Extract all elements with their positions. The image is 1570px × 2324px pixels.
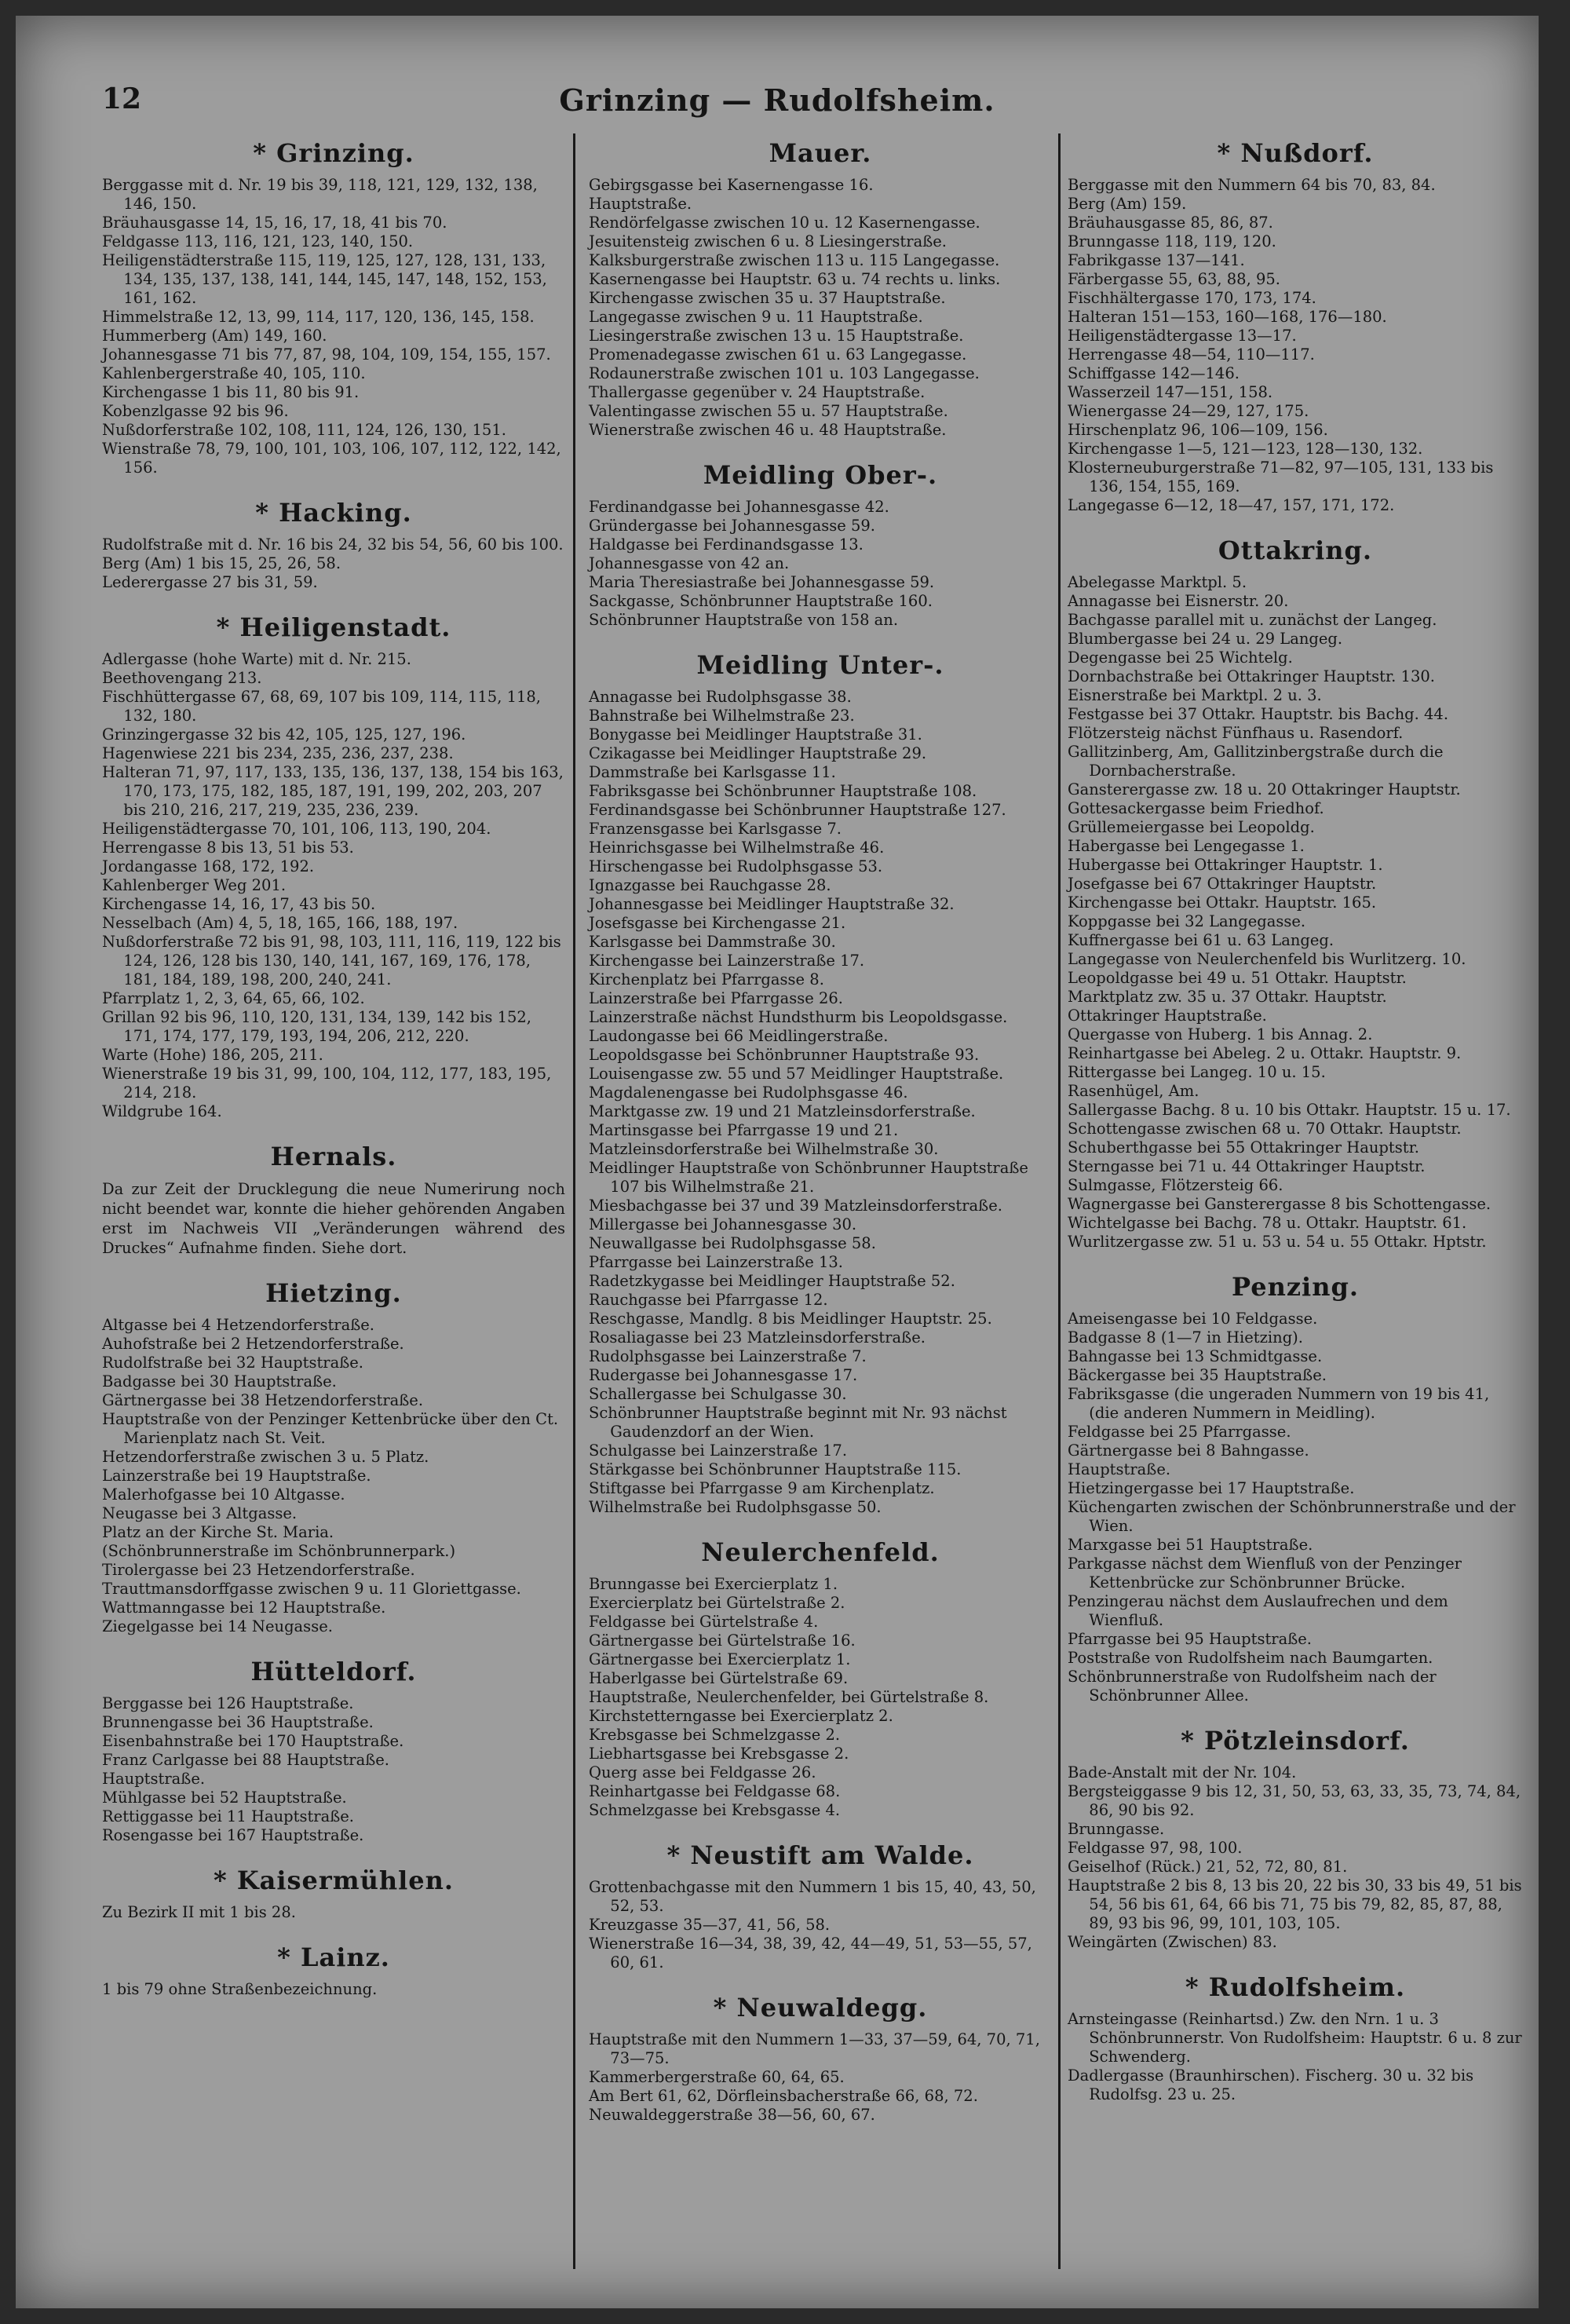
street-entry: Brunngasse 118, 119, 120. — [1068, 232, 1276, 250]
street-entry: Kammerbergerstraße 60, 64, 65. — [589, 2068, 845, 2086]
street-entry: Langegasse von Neulerchenfeld bis Wurlitzerg. 10. — [1068, 950, 1466, 968]
street-entry: Schönbrunner Hauptstraße beginnt mit Nr. 93 nächst Gaudenzdorf an der Wien. — [589, 1404, 1007, 1441]
street-entry: Hummerberg (Am) 149, 160. — [102, 327, 327, 345]
street-entry: Reschgasse, Mandlg. 8 bis Meidlinger Hauptstr. 25. — [589, 1310, 992, 1328]
section-title: Meidling Ober-. — [703, 460, 938, 490]
street-entry: Am Bert 61, 62, Dörfleinsbacherstraße 66, 68, 72. — [589, 2087, 978, 2105]
street-entry: Jesuitensteig zwischen 6 u. 8 Liesingerstraße. — [589, 232, 947, 250]
street-entry: Haldgasse bei Ferdinandsgasse 13. — [589, 535, 864, 554]
section-title: * Hacking. — [255, 498, 412, 528]
section-title: Mauer. — [769, 138, 872, 168]
page-number: 12 — [102, 82, 142, 115]
street-entry: Kobenzlgasse 92 bis 96. — [102, 402, 289, 420]
section-title: * Pötzleinsdorf. — [1181, 1726, 1410, 1756]
section-pötzleinsdorf — [1068, 1726, 1523, 1952]
street-entry: (Schönbrunnerstraße im Schönbrunnerpark.) — [102, 1542, 456, 1560]
section-title: * Heiligenstadt. — [216, 612, 451, 642]
street-entry: Halteran 71, 97, 117, 133, 135, 136, 137, 138, 154 bis 163, 170, 173, 175, 182, 185, 187, 191, 199, 202, 203, 207 bis 210, 216, 217, 219, 235, 236, 239. — [102, 763, 564, 819]
street-entry: Schuberthgasse bei 55 Ottakringer Hauptstr. — [1068, 1138, 1419, 1157]
street-entry: Dammstraße bei Karlsgasse 11. — [589, 763, 836, 781]
street-entry: Koppgasse bei 32 Langegasse. — [1068, 912, 1306, 930]
street-entry: Berggasse mit d. Nr. 19 bis 39, 118, 121, 129, 132, 138, 146, 150. — [102, 176, 538, 213]
column-3 — [1068, 133, 1523, 2125]
street-entry: Rosengasse bei 167 Hauptstraße. — [102, 1826, 364, 1844]
street-entry: Heiligenstädtergasse 13—17. — [1068, 327, 1297, 345]
street-entry: Färbergasse 55, 63, 88, 95. — [1068, 270, 1281, 288]
street-entry: Rittergasse bei Langeg. 10 u. 15. — [1068, 1063, 1326, 1081]
section-neulerchenfeld — [589, 1537, 1052, 1820]
street-entry: Czikagasse bei Meidlinger Hauptstraße 29. — [589, 744, 927, 762]
street-entry: Rudergasse bei Johannesgasse 17. — [589, 1366, 858, 1384]
street-entry: Wilhelmstraße bei Rudolphsgasse 50. — [589, 1498, 882, 1516]
street-entry: Magdalenengasse bei Rudolphsgasse 46. — [589, 1083, 908, 1102]
street-entry: Küchengarten zwischen der Schönbrunnerstraße und der Wien. — [1068, 1498, 1516, 1535]
street-entry: Wienerstraße 19 bis 31, 99, 100, 104, 112, 177, 183, 195, 214, 218. — [102, 1065, 552, 1102]
street-entry: Penzingerau nächst dem Auslaufrechen und dem Wienfluß. — [1068, 1592, 1448, 1629]
column-rule — [573, 133, 575, 2269]
street-entry: Wienerstraße 16—34, 38, 39, 42, 44—49, 51, 53—55, 57, 60, 61. — [589, 1935, 1032, 1971]
street-entry: Stiftgasse bei Pfarrgasse 9 am Kirchenplatz. — [589, 1479, 935, 1497]
street-entry: Gärtnergasse bei Gürtelstraße 16. — [589, 1632, 856, 1650]
street-entry: Hauptstraße, Neulerchenfelder, bei Gürtelstraße 8. — [589, 1688, 989, 1706]
street-entry: Jordangasse 168, 172, 192. — [102, 857, 315, 875]
street-entry: Langegasse zwischen 9 u. 11 Hauptstraße. — [589, 308, 923, 326]
street-entry: Wurlitzergasse zw. 51 u. 53 u. 54 u. 55 Ottakr. Hptstr. — [1068, 1233, 1487, 1251]
street-entry: Lainzerstraße bei Pfarrgasse 26. — [589, 989, 843, 1007]
section-title: * Kaisermühlen. — [213, 1865, 455, 1895]
street-entry: Auhofstraße bei 2 Hetzendorferstraße. — [102, 1335, 404, 1353]
street-entry: Badgasse bei 30 Hauptstraße. — [102, 1372, 337, 1390]
street-entry: Berg (Am) 159. — [1068, 195, 1187, 213]
street-entry: Wienerstraße zwischen 46 u. 48 Hauptstraße. — [589, 421, 947, 439]
street-entry: Habergasse bei Lengegasse 1. — [1068, 837, 1305, 855]
street-entry: Halteran 151—153, 160—168, 176—180. — [1068, 308, 1387, 326]
street-entry: Nesselbach (Am) 4, 5, 18, 165, 166, 188, 197. — [102, 914, 458, 932]
street-entry: Adlergasse (hohe Warte) mit d. Nr. 215. — [102, 650, 411, 668]
street-entry: Annagasse bei Rudolphsgasse 38. — [589, 688, 852, 706]
street-entry: Parkgasse nächst dem Wienfluß von der Penzinger Kettenbrücke zur Schönbrunner Brücke. — [1068, 1555, 1462, 1591]
section-title: Ottakring. — [1218, 535, 1373, 565]
street-entry: Kuffnergasse bei 61 u. 63 Langeg. — [1068, 931, 1334, 949]
street-entry: Gansterergasse zw. 18 u. 20 Ottakringer Hauptstr. — [1068, 780, 1461, 798]
street-entry: Ferdinandsgasse bei Schönbrunner Hauptstraße 127. — [589, 801, 1006, 819]
street-entry: Quergasse von Huberg. 1 bis Annag. 2. — [1068, 1025, 1373, 1043]
street-entry: Fabrikgasse 137—141. — [1068, 251, 1245, 269]
street-entry: Heiligenstädterstraße 115, 119, 125, 127, 128, 131, 133, 134, 135, 137, 138, 141, 144, 145, 147, 148, 152, 153, 161, 162. — [102, 251, 547, 307]
street-entry: Ferdinandgasse bei Johannesgasse 42. — [589, 498, 889, 516]
street-entry: Platz an der Kirche St. Maria. — [102, 1523, 334, 1541]
street-entry: Sterngasse bei 71 u. 44 Ottakringer Hauptstr. — [1068, 1157, 1426, 1175]
street-entry: Berggasse bei 126 Hauptstraße. — [102, 1694, 354, 1712]
street-entry: Wasserzeil 147—151, 158. — [1068, 383, 1273, 401]
street-entry: Bahngasse bei 13 Schmidtgasse. — [1068, 1347, 1323, 1365]
street-entry: Himmelstraße 12, 13, 99, 114, 117, 120, 136, 145, 158. — [102, 308, 535, 326]
street-entry: Wattmanngasse bei 12 Hauptstraße. — [102, 1599, 386, 1617]
street-entry: Hetzendorferstraße zwischen 3 u. 5 Platz. — [102, 1448, 429, 1466]
street-entry: Pfarrgasse bei 95 Hauptstraße. — [1068, 1630, 1313, 1648]
street-entry: Rudolphsgasse bei Lainzerstraße 7. — [589, 1347, 867, 1365]
street-entry: Gebirgsgasse bei Kasernengasse 16. — [589, 176, 874, 194]
street-entry: Abelegasse Marktpl. 5. — [1068, 573, 1247, 591]
street-entry: Schottengasse zwischen 68 u. 70 Ottakr. Hauptstr. — [1068, 1120, 1462, 1138]
street-entry: Franzensgasse bei Karlsgasse 7. — [589, 820, 842, 838]
street-entry: Weingärten (Zwischen) 83. — [1068, 1933, 1277, 1951]
street-entry: Ziegelgasse bei 14 Neugasse. — [102, 1617, 333, 1635]
street-entry: Sulmgasse, Flötzersteig 66. — [1068, 1176, 1283, 1194]
section-meidling-ober — [589, 460, 1052, 630]
street-entry: Dornbachstraße bei Ottakringer Hauptstr. 130. — [1068, 667, 1435, 685]
street-entry: Annagasse bei Eisnerstr. 20. — [1068, 592, 1289, 610]
street-entry: Berggasse mit den Nummern 64 bis 70, 83, 84. — [1068, 176, 1436, 194]
street-entry: Schmelzgasse bei Krebsgasse 4. — [589, 1801, 841, 1819]
street-entry: Kahlenbergerstraße 40, 105, 110. — [102, 364, 366, 382]
section-kaisermühlen — [102, 1865, 565, 1922]
street-entry: Berg (Am) 1 bis 15, 25, 26, 58. — [102, 554, 341, 572]
street-entry: Kirchengasse bei Lainzerstraße 17. — [589, 952, 865, 970]
street-entry: Bahnstraße bei Wilhelmstraße 23. — [589, 707, 855, 725]
street-entry: Hauptstraße. — [102, 1770, 206, 1788]
street-entry: Nußdorferstraße 72 bis 91, 98, 103, 111, 116, 119, 122 bis 124, 126, 128 bis 130, 140, 141, 167, 169, 176, 178, 181, 184, 189, 198, 200, 240, 241. — [102, 933, 561, 988]
street-entry: Klosterneuburgerstraße 71—82, 97—105, 131, 133 bis 136, 154, 155, 169. — [1068, 459, 1494, 495]
street-entry: Fabriksgasse bei Schönbrunner Hauptstraße 108. — [589, 782, 977, 800]
street-entry: Valentingasse zwischen 55 u. 57 Hauptstraße. — [589, 402, 948, 420]
section-hernals — [102, 1142, 565, 1258]
street-entry: Kasernengasse bei Hauptstr. 63 u. 74 rechts u. links. — [589, 270, 1001, 288]
section-hietzing — [102, 1278, 565, 1636]
street-entry: Herrengasse 48—54, 110—117. — [1068, 345, 1315, 364]
section-neuwaldegg — [589, 1993, 1052, 2125]
street-entry: Louisengasse zw. 55 und 57 Meidlinger Hauptstraße. — [589, 1065, 1004, 1083]
street-entry: Meidlinger Hauptstraße von Schönbrunner Hauptstraße 107 bis Wilhelmstraße 21. — [589, 1159, 1028, 1196]
section-penzing — [1068, 1272, 1523, 1705]
street-entry: Laudongasse bei 66 Meidlingerstraße. — [589, 1027, 889, 1045]
street-entry: Hauptstraße. — [1068, 1460, 1171, 1478]
street-entry: Kreuzgasse 35—37, 41, 56, 58. — [589, 1916, 831, 1934]
street-entry: Hauptstraße mit den Nummern 1—33, 37—59, 64, 70, 71, 73—75. — [589, 2030, 1040, 2067]
street-entry: Gallitzinberg, Am, Gallitzinbergstraße durch die Dornbacherstraße. — [1068, 743, 1444, 780]
section-grinzing — [102, 138, 565, 477]
street-entry: Neuwallgasse bei Rudolphsgasse 58. — [589, 1234, 876, 1252]
street-entry: Badgasse 8 (1—7 in Hietzing). — [1068, 1328, 1303, 1347]
street-entry: Gärtnergasse bei Exercierplatz 1. — [589, 1650, 851, 1668]
street-entry: Degengasse bei 25 Wichtelg. — [1068, 649, 1293, 667]
street-entry: Schönbrunner Hauptstraße von 158 an. — [589, 611, 899, 629]
street-entry: Wienstraße 78, 79, 100, 101, 103, 106, 107, 112, 122, 142, 156. — [102, 440, 561, 477]
street-entry: Kalksburgerstraße zwischen 113 u. 115 Langegasse. — [589, 251, 1000, 269]
column-1 — [102, 133, 565, 2019]
street-entry: Blumbergasse bei 24 u. 29 Langeg. — [1068, 630, 1343, 648]
street-entry: Beethovengang 213. — [102, 669, 262, 687]
street-entry: Fischhältergasse 170, 173, 174. — [1068, 289, 1316, 307]
street-entry: Reinhartgasse bei Abeleg. 2 u. Ottakr. Hauptstr. 9. — [1068, 1044, 1462, 1062]
street-entry: Exercierplatz bei Gürtelstraße 2. — [589, 1594, 845, 1612]
street-entry: Kirchstetterngasse bei Exercierplatz 2. — [589, 1707, 893, 1725]
street-entry: Fischhüttergasse 67, 68, 69, 107 bis 109, 114, 115, 118, 132, 180. — [102, 688, 542, 725]
street-entry: Gottesackergasse beim Friedhof. — [1068, 799, 1324, 817]
street-entry: Arnsteingasse (Reinhartsd.) Zw. den Nrn. 1 u. 3 Schönbrunnerstr. Von Rudolfsheim: Hauptstr. 6 u. 8 zur Schwenderg. — [1068, 2010, 1522, 2066]
street-entry: Feldgasse bei Gürtelstraße 4. — [589, 1613, 819, 1631]
section-title: Hietzing. — [265, 1278, 402, 1308]
street-entry: Gründergasse bei Johannesgasse 59. — [589, 517, 875, 535]
street-entry: Lainzerstraße nächst Hundsthurm bis Leopoldsgasse. — [589, 1008, 1008, 1026]
street-entry: Rendörfelgasse zwischen 10 u. 12 Kasernengasse. — [589, 214, 980, 232]
section-note: Da zur Zeit der Drucklegung die neue Numerirung noch nicht beendet war, konnte die hieher gehörenden Angaben erst im Nachweis VII „Veränderungen während des Druckes“ Aufnahme finden. Siehe dort. — [102, 1180, 565, 1257]
street-entry: Mühlgasse bei 52 Hauptstraße. — [102, 1789, 347, 1807]
street-entry: Pfarrgasse bei Lainzerstraße 13. — [589, 1253, 843, 1271]
street-entry: Brunngasse bei Exercierplatz 1. — [589, 1575, 838, 1593]
section-title: Meidling Unter-. — [696, 650, 944, 680]
street-entry: Hauptstraße 2 bis 8, 13 bis 20, 22 bis 30, 33 bis 49, 51 bis 54, 56 bis 61, 64, 66 bis 71, 75 bis 79, 82, 85, 87, 88, 89, 93 bis 96, 99, 101, 103, 105. — [1068, 1876, 1522, 1932]
section-hütteldorf — [102, 1657, 565, 1845]
street-entry: Bergsteiggasse 9 bis 12, 31, 50, 53, 63, 33, 35, 73, 74, 84, 86, 90 bis 92. — [1068, 1782, 1521, 1819]
street-entry: Stärkgasse bei Schönbrunner Hauptstraße 115. — [589, 1460, 962, 1478]
street-entry: Festgasse bei 37 Ottakr. Hauptstr. bis Bachg. 44. — [1068, 705, 1449, 723]
street-entry: Maria Theresiastraße bei Johannesgasse 59. — [589, 573, 935, 591]
street-entry: Dadlergasse (Braunhirschen). Fischerg. 30 u. 32 bis Rudolfsg. 23 u. 25. — [1068, 2066, 1474, 2103]
street-entry: Wienergasse 24—29, 127, 175. — [1068, 402, 1309, 420]
street-entry: Kirchengasse zwischen 35 u. 37 Hauptstraße. — [589, 289, 946, 307]
street-entry: Kirchengasse 1—5, 121—123, 128—130, 132. — [1068, 440, 1423, 458]
street-entry: Martinsgasse bei Pfarrgasse 19 und 21. — [589, 1121, 899, 1139]
section-hacking — [102, 498, 565, 592]
section-meidling-unter — [589, 650, 1052, 1517]
street-entry: Bräuhausgasse 14, 15, 16, 17, 18, 41 bis 70. — [102, 214, 447, 232]
street-entry: Feldgasse bei 25 Pfarrgasse. — [1068, 1423, 1291, 1441]
section-title: Hernals. — [270, 1142, 397, 1171]
section-rudolfsheim — [1068, 1972, 1523, 2104]
column-rule — [1058, 133, 1061, 2269]
street-entry: Grinzingergasse 32 bis 42, 105, 125, 127, 196. — [102, 725, 466, 744]
street-entry: Grottenbachgasse mit den Nummern 1 bis 15, 40, 43, 50, 52, 53. — [589, 1878, 1036, 1915]
street-entry: Bonygasse bei Meidlinger Hauptstraße 31. — [589, 725, 922, 744]
street-entry: Feldgasse 113, 116, 121, 123, 140, 150. — [102, 232, 414, 250]
street-entry: Sallergasse Bachg. 8 u. 10 bis Ottakr. Hauptstr. 15 u. 17. — [1068, 1101, 1511, 1119]
street-entry: Feldgasse 97, 98, 100. — [1068, 1839, 1243, 1857]
column-2 — [589, 133, 1052, 2145]
street-entry: Bachgasse parallel mit u. zunächst der Langeg. — [1068, 611, 1437, 629]
street-entry: Trauttmansdorffgasse zwischen 9 u. 11 Gloriettgasse. — [102, 1580, 521, 1598]
document-page — [16, 16, 1539, 2308]
street-entry: Miesbachgasse bei 37 und 39 Matzleinsdorferstraße. — [589, 1197, 1002, 1215]
street-entry: Hirschengasse bei Rudolphsgasse 53. — [589, 857, 883, 875]
street-entry: Rosaliagasse bei 23 Matzleinsdorferstraße. — [589, 1328, 926, 1347]
street-entry: Rudolfstraße mit d. Nr. 16 bis 24, 32 bis 54, 56, 60 bis 100. — [102, 535, 564, 554]
street-entry: Hietzingergasse bei 17 Hauptstraße. — [1068, 1479, 1355, 1497]
section-title: * Neustift am Walde. — [666, 1840, 974, 1870]
section-title: * Grinzing. — [253, 138, 414, 168]
street-entry: Josefsgasse bei Kirchengasse 21. — [589, 914, 846, 932]
street-entry: Johannesgasse von 42 an. — [589, 554, 790, 572]
street-entry: Lainzerstraße bei 19 Hauptstraße. — [102, 1467, 371, 1485]
street-entry: Marxgasse bei 51 Hauptstraße. — [1068, 1536, 1313, 1554]
section-ottakring — [1068, 535, 1523, 1252]
street-entry: Bade-Anstalt mit der Nr. 104. — [1068, 1763, 1297, 1781]
street-entry: Marktplatz zw. 35 u. 37 Ottakr. Hauptstr. — [1068, 988, 1387, 1006]
street-entry: Leopoldgasse bei 49 u. 51 Ottakr. Hauptstr. — [1068, 969, 1407, 987]
section-title: * Neuwaldegg. — [713, 1993, 928, 2023]
street-entry: Millergasse bei Johannesgasse 30. — [589, 1215, 857, 1233]
street-entry: Rudolfstraße bei 32 Hauptstraße. — [102, 1354, 364, 1372]
street-entry: Promenadegasse zwischen 61 u. 63 Langegasse. — [589, 345, 967, 364]
street-entry: Wagnergasse bei Gansterergasse 8 bis Schottengasse. — [1068, 1195, 1492, 1213]
street-entry: Tirolergasse bei 23 Hetzendorferstraße. — [102, 1561, 415, 1579]
section-title: Neulerchenfeld. — [701, 1537, 940, 1567]
street-entry: Rettiggasse bei 11 Hauptstraße. — [102, 1807, 355, 1825]
street-entry: Hagenwiese 221 bis 234, 235, 236, 237, 238. — [102, 744, 454, 762]
street-entry: Matzleinsdorferstraße bei Wilhelmstraße 30. — [589, 1140, 939, 1158]
street-entry: Gärtnergasse bei 8 Bahngasse. — [1068, 1442, 1309, 1460]
street-entry: Lederergasse 27 bis 31, 59. — [102, 573, 318, 591]
street-entry: Schiffgasse 142—146. — [1068, 364, 1240, 382]
street-entry: Altgasse bei 4 Hetzendorferstraße. — [102, 1316, 375, 1334]
street-entry: Schallergasse bei Schulgasse 30. — [589, 1385, 847, 1403]
street-entry: Eisnerstraße bei Marktpl. 2 u. 3. — [1068, 686, 1322, 704]
street-entry: Rauchgasse bei Pfarrgasse 12. — [589, 1291, 828, 1309]
street-entry: Liesingerstraße zwischen 13 u. 15 Hauptstraße. — [589, 327, 964, 345]
street-entry: Flötzersteig nächst Fünfhaus u. Rasendorf. — [1068, 724, 1404, 742]
street-entry: Eisenbahnstraße bei 170 Hauptstraße. — [102, 1732, 404, 1750]
street-entry: Schulgasse bei Lainzerstraße 17. — [589, 1442, 848, 1460]
street-entry: Heiligenstädtergasse 70, 101, 106, 113, 190, 204. — [102, 820, 491, 838]
street-entry: Kirchengasse bei Ottakr. Hauptstr. 165. — [1068, 893, 1377, 912]
street-entry: Kahlenberger Weg 201. — [102, 876, 287, 894]
street-entry: Kirchengasse 14, 16, 17, 43 bis 50. — [102, 895, 376, 913]
section-lainz — [102, 1942, 565, 1999]
section-title: * Nußdorf. — [1217, 138, 1374, 168]
street-entry: Neuwaldeggerstraße 38—56, 60, 67. — [589, 2106, 875, 2124]
section-neustift-am-walde — [589, 1840, 1052, 1972]
street-entry: Hauptstraße. — [589, 195, 692, 213]
street-entry: Grüllemeiergasse bei Leopoldg. — [1068, 818, 1315, 836]
street-entry: Bäckergasse bei 35 Hauptstraße. — [1068, 1366, 1327, 1384]
street-entry: Ameisengasse bei 10 Feldgasse. — [1068, 1310, 1318, 1328]
street-entry: Heinrichsgasse bei Wilhelmstraße 46. — [589, 839, 885, 857]
street-entry: Leopoldsgasse bei Schönbrunner Hauptstraße 93. — [589, 1046, 980, 1064]
section-nußdorf — [1068, 138, 1523, 515]
page-header — [16, 16, 1539, 118]
street-entry: Liebhartsgasse bei Krebsgasse 2. — [589, 1745, 849, 1763]
street-entry: Schönbrunnerstraße von Rudolfsheim nach der Schönbrunner Allee. — [1068, 1668, 1437, 1705]
section-title: Hütteldorf. — [250, 1657, 417, 1686]
street-entry: Hauptstraße von der Penzinger Kettenbrücke über den Ct. Marienplatz nach St. Veit. — [102, 1410, 559, 1447]
street-entry: Hirschenplatz 96, 106—109, 156. — [1068, 421, 1328, 439]
section-title: Penzing. — [1232, 1272, 1359, 1302]
street-entry: Karlsgasse bei Dammstraße 30. — [589, 933, 836, 951]
street-entry: Geiselhof (Rück.) 21, 52, 72, 80, 81. — [1068, 1858, 1348, 1876]
street-entry: Thallergasse gegenüber v. 24 Hauptstraße. — [589, 383, 926, 401]
street-entry: Kirchenplatz bei Pfarrgasse 8. — [589, 970, 824, 988]
street-entry: Haberlgasse bei Gürtelstraße 69. — [589, 1669, 849, 1687]
street-entry: Hubergasse bei Ottakringer Hauptstr. 1. — [1068, 856, 1383, 874]
street-entry: Zu Bezirk II mit 1 bis 28. — [102, 1903, 296, 1921]
street-entry: 1 bis 79 ohne Straßenbezeichnung. — [102, 1980, 378, 1998]
section-heiligenstadt — [102, 612, 565, 1121]
street-entry: Marktgasse zw. 19 und 21 Matzleinsdorferstraße. — [589, 1102, 976, 1120]
street-entry: Franz Carlgasse bei 88 Hauptstraße. — [102, 1751, 390, 1769]
street-entry: Neugasse bei 3 Altgasse. — [102, 1504, 298, 1522]
street-entry: Wildgrube 164. — [102, 1102, 222, 1120]
street-entry: Querg asse bei Feldgasse 26. — [589, 1763, 816, 1781]
street-entry: Herrengasse 8 bis 13, 51 bis 53. — [102, 839, 354, 857]
street-entry: Poststraße von Rudolfsheim nach Baumgarten. — [1068, 1649, 1433, 1667]
street-entry: Johannesgasse bei Meidlinger Hauptstraße 32. — [589, 895, 955, 913]
street-entry: Warte (Hohe) 186, 205, 211. — [102, 1046, 323, 1064]
section-title: * Rudolfsheim. — [1185, 1972, 1406, 2002]
street-entry: Reinhartgasse bei Feldgasse 68. — [589, 1782, 841, 1800]
street-entry: Langegasse 6—12, 18—47, 157, 171, 172. — [1068, 496, 1395, 514]
street-entry: Grillan 92 bis 96, 110, 120, 131, 134, 139, 142 bis 152, 171, 174, 177, 179, 193, 194, 206, 212, 220. — [102, 1008, 531, 1045]
street-entry: Fabriksgasse (die ungeraden Nummern von 19 bis 41, (die anderen Nummern in Meidling). — [1068, 1385, 1490, 1422]
street-entry: Gärtnergasse bei 38 Hetzendorferstraße. — [102, 1391, 424, 1409]
section-title: * Lainz. — [277, 1942, 390, 1972]
street-entry: Malerhofgasse bei 10 Altgasse. — [102, 1485, 345, 1504]
street-entry: Brunnengasse bei 36 Hauptstraße. — [102, 1713, 374, 1731]
street-entry: Ottakringer Hauptstraße. — [1068, 1007, 1267, 1025]
street-entry: Bräuhausgasse 85, 86, 87. — [1068, 214, 1273, 232]
street-entry: Pfarrplatz 1, 2, 3, 64, 65, 66, 102. — [102, 989, 365, 1007]
street-entry: Nußdorferstraße 102, 108, 111, 124, 126, 130, 151. — [102, 421, 506, 439]
street-entry: Ignazgasse bei Rauchgasse 28. — [589, 876, 831, 894]
street-entry: Sackgasse, Schönbrunner Hauptstraße 160. — [589, 592, 933, 610]
section-mauer — [589, 138, 1052, 440]
street-entry: Brunngasse. — [1068, 1820, 1165, 1838]
street-entry: Wichtelgasse bei Bachg. 78 u. Ottakr. Hauptstr. 61. — [1068, 1214, 1467, 1232]
street-entry: Radetzkygasse bei Meidlinger Hauptstraße 52. — [589, 1272, 955, 1290]
street-entry: Josefgasse bei 67 Ottakringer Hauptstr. — [1068, 875, 1377, 893]
running-title: Grinzing — Rudolfsheim. — [559, 82, 995, 118]
street-entry: Rasenhügel, Am. — [1068, 1082, 1199, 1100]
street-entry: Krebsgasse bei Schmelzgasse 2. — [589, 1726, 841, 1744]
street-entry: Rodaunerstraße zwischen 101 u. 103 Langegasse. — [589, 364, 980, 382]
street-entry: Kirchengasse 1 bis 11, 80 bis 91. — [102, 383, 360, 401]
street-entry: Johannesgasse 71 bis 77, 87, 98, 104, 109, 154, 155, 157. — [102, 345, 551, 364]
